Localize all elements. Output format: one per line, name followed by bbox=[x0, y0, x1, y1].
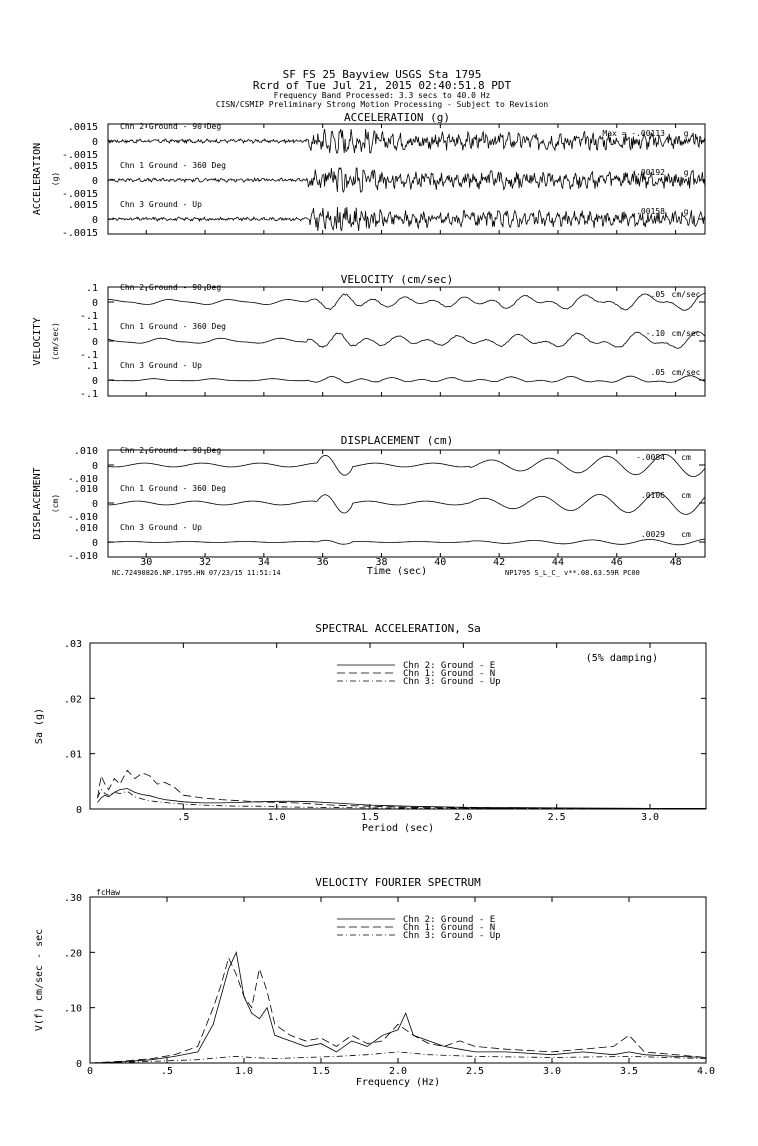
legend-entry: Chn 3: Ground - Up bbox=[403, 931, 501, 941]
y-tick-label: .30 bbox=[63, 893, 82, 904]
trace-zero-tick: 0 bbox=[91, 461, 98, 472]
trace-zero-tick: 0 bbox=[91, 137, 98, 148]
footer-right: NP1795 S_L_C_ v**.08.63.59R PC00 bbox=[505, 569, 640, 577]
time-tick-label: 30 bbox=[140, 557, 153, 568]
time-tick-label: 36 bbox=[316, 557, 329, 568]
x-tick-label: 1.0 bbox=[267, 812, 286, 823]
time-tick-label: 38 bbox=[375, 557, 388, 568]
trace-bottom-tick: -.1 bbox=[79, 311, 98, 322]
x-tick-label: 0 bbox=[86, 1066, 94, 1077]
trace-zero-tick: 0 bbox=[91, 538, 98, 549]
trace-bottom-tick: -.1 bbox=[79, 350, 98, 361]
trace-channel-label: Chn 1 Ground - 360 Deg bbox=[120, 161, 226, 170]
x-tick-label: 2.5 bbox=[547, 812, 566, 823]
trace-row bbox=[62, 122, 705, 161]
damping-note: (5% damping) bbox=[585, 653, 658, 664]
x-tick-label: 3.5 bbox=[619, 1066, 639, 1077]
trace-bottom-tick: -.1 bbox=[79, 389, 98, 400]
trace-row bbox=[62, 200, 705, 239]
trace-top-tick: .010 bbox=[73, 523, 98, 534]
trace-max-value: -.0084 bbox=[636, 453, 665, 462]
trace-top-tick: .0015 bbox=[67, 161, 98, 172]
y-tick-label: .03 bbox=[63, 639, 82, 650]
panel-title: ACCELERATION (g) bbox=[344, 111, 450, 124]
trace-top-tick: .1 bbox=[85, 322, 98, 333]
trace-unit: cm/sec bbox=[671, 290, 701, 299]
processing-note: CISN/CSMIP Preliminary Strong Motion Processing - Subject to Revision bbox=[215, 100, 549, 109]
time-axis bbox=[112, 557, 682, 577]
x-tick-label: 2.0 bbox=[388, 1066, 408, 1077]
x-tick-label: .5 bbox=[160, 1066, 174, 1077]
trace-channel-label: Chn 2 Ground - 90 Deg bbox=[120, 446, 222, 455]
x-tick-label: 2.5 bbox=[465, 1066, 485, 1077]
chart-title: VELOCITY FOURIER SPECTRUM bbox=[315, 876, 481, 889]
y-tick-label: .10 bbox=[63, 1003, 82, 1015]
x-tick-label: 3.0 bbox=[542, 1066, 562, 1077]
record-time: Rcrd of Tue Jul 21, 2015 02:40:51.8 PDT bbox=[252, 79, 512, 92]
waveform-trace bbox=[108, 539, 705, 545]
trace-channel-label: Chn 2 Ground - 90 Deg bbox=[120, 283, 222, 292]
trace-unit: cm bbox=[681, 453, 691, 462]
waveform-trace bbox=[108, 376, 705, 383]
trace-top-tick: .0015 bbox=[67, 122, 98, 133]
time-panel-1 bbox=[32, 111, 705, 239]
legend-entry: Chn 3: Ground - Up bbox=[403, 677, 501, 687]
waveform-trace bbox=[108, 207, 705, 231]
footer-left: NC.72490826.NP.1795.HN 07/23/15 11:51:14 bbox=[112, 569, 281, 577]
series-line-2 bbox=[90, 958, 706, 1063]
trace-row bbox=[68, 446, 705, 485]
time-history-panels bbox=[32, 111, 705, 562]
chart-frame bbox=[90, 643, 706, 809]
time-tick-label: 44 bbox=[551, 557, 564, 568]
panel-side-label: VELOCITY bbox=[32, 317, 43, 366]
x-axis-label: Frequency (Hz) bbox=[355, 1077, 441, 1088]
time-tick-label: 34 bbox=[257, 557, 270, 568]
trace-channel-label: Chn 2 Ground - 90 Deg bbox=[120, 122, 222, 131]
corner-label: fcHaw bbox=[96, 888, 121, 897]
x-tick-label: 1.0 bbox=[234, 1066, 254, 1077]
trace-channel-label: Chn 3 Ground - Up bbox=[120, 200, 202, 209]
panel-side-unit: (cm) bbox=[51, 493, 60, 514]
trace-row bbox=[80, 322, 705, 361]
time-panel-2 bbox=[32, 273, 705, 400]
waveform-trace bbox=[108, 493, 705, 515]
trace-row bbox=[68, 484, 705, 523]
legend-entry: Chn 1: Ground - N bbox=[403, 669, 496, 679]
trace-unit: cm bbox=[681, 491, 691, 500]
trace-max-value: -.10 bbox=[645, 329, 665, 338]
panel-side-label: DISPLACEMENT bbox=[32, 467, 43, 540]
trace-unit: cm bbox=[681, 530, 691, 539]
legend-entry: Chn 2: Ground - E bbox=[403, 661, 496, 671]
x-tick-label: 1.5 bbox=[311, 1066, 331, 1077]
waveform-trace bbox=[108, 454, 705, 476]
y-axis-label: Sa (g) bbox=[34, 707, 45, 745]
trace-unit: g bbox=[683, 207, 689, 216]
trace-bottom-tick: -.0015 bbox=[61, 228, 98, 239]
y-tick-label: 0 bbox=[75, 805, 82, 816]
waveform-trace bbox=[108, 331, 705, 348]
trace-channel-label: Chn 1 Ground - 360 Deg bbox=[120, 322, 226, 331]
y-tick-label: .01 bbox=[63, 749, 82, 761]
y-tick-label: .20 bbox=[63, 948, 82, 960]
spectral-acceleration-chart bbox=[34, 622, 706, 834]
frequency-band: Frequency Band Processed: 3.3 secs to 40.0 Hz bbox=[273, 91, 491, 100]
trace-zero-tick: 0 bbox=[91, 298, 98, 309]
trace-row bbox=[80, 361, 705, 400]
trace-max-value: .0029 bbox=[640, 530, 665, 539]
trace-unit: g bbox=[683, 129, 689, 138]
trace-max-value: -.05 bbox=[645, 290, 665, 299]
legend-entry: Chn 1: Ground - N bbox=[403, 923, 496, 933]
trace-top-tick: .010 bbox=[73, 446, 98, 457]
panel-side-label: ACCELERATION bbox=[32, 142, 43, 216]
trace-bottom-tick: -.010 bbox=[67, 512, 98, 523]
time-tick-label: 40 bbox=[434, 557, 447, 568]
trace-row bbox=[62, 161, 705, 200]
time-tick-label: 32 bbox=[199, 557, 212, 568]
trace-top-tick: .0015 bbox=[67, 200, 98, 211]
trace-max-value: .0106 bbox=[640, 491, 665, 500]
x-tick-label: 1.5 bbox=[360, 812, 380, 823]
panel-frame bbox=[108, 450, 705, 557]
x-tick-label: 3.0 bbox=[640, 812, 660, 823]
panel-title: DISPLACEMENT (cm) bbox=[340, 434, 454, 447]
x-tick-label: 2.0 bbox=[454, 812, 473, 823]
legend-entry: Chn 2: Ground - E bbox=[403, 915, 496, 925]
trace-top-tick: .010 bbox=[73, 484, 98, 495]
trace-channel-label: Chn 3 Ground - Up bbox=[120, 523, 202, 532]
trace-max-value: .00158 bbox=[636, 207, 665, 216]
time-tick-label: 48 bbox=[669, 557, 682, 568]
series-line-3 bbox=[98, 790, 707, 809]
chart-frame bbox=[90, 897, 706, 1063]
trace-unit: cm/sec bbox=[671, 368, 701, 377]
y-tick-label: .02 bbox=[63, 694, 82, 706]
trace-zero-tick: 0 bbox=[91, 376, 98, 387]
panel-title: VELOCITY (cm/sec) bbox=[340, 273, 454, 286]
trace-bottom-tick: -.0015 bbox=[61, 189, 98, 200]
trace-bottom-tick: -.0015 bbox=[61, 150, 98, 161]
x-axis-label: Period (sec) bbox=[361, 823, 435, 834]
trace-row bbox=[80, 283, 705, 322]
time-tick-label: 46 bbox=[610, 557, 623, 568]
station-title: SF FS 25 Bayview USGS Sta 1795 bbox=[282, 68, 482, 81]
trace-zero-tick: 0 bbox=[91, 176, 98, 187]
trace-unit: g bbox=[683, 168, 689, 177]
trace-max-value: Max = -.00113 bbox=[602, 129, 665, 138]
trace-bottom-tick: -.010 bbox=[67, 474, 98, 485]
trace-unit: cm/sec bbox=[671, 329, 701, 338]
x-tick-label: .5 bbox=[177, 812, 190, 823]
trace-channel-label: Chn 1 Ground - 360 Deg bbox=[120, 484, 226, 493]
fourier-spectrum-chart bbox=[34, 876, 715, 1088]
trace-bottom-tick: -.010 bbox=[67, 551, 98, 562]
waveform-trace bbox=[108, 293, 705, 310]
trace-zero-tick: 0 bbox=[91, 337, 98, 348]
trace-top-tick: .1 bbox=[85, 283, 98, 294]
chart-title: SPECTRAL ACCELERATION, Sa bbox=[315, 622, 481, 635]
y-axis-label: V(f) cm/sec - sec bbox=[34, 928, 45, 1032]
panel-side-unit: (cm/sec) bbox=[51, 322, 60, 361]
panel-side-unit: (g) bbox=[51, 171, 60, 187]
trace-max-value: .05 bbox=[650, 368, 665, 377]
trace-zero-tick: 0 bbox=[91, 499, 98, 510]
y-tick-label: 0 bbox=[75, 1059, 82, 1070]
time-tick-label: 42 bbox=[493, 557, 506, 568]
series-line-1 bbox=[98, 789, 707, 809]
report-header bbox=[216, 68, 549, 109]
time-panel-3 bbox=[32, 434, 705, 562]
trace-max-value: .00192 bbox=[636, 168, 665, 177]
trace-zero-tick: 0 bbox=[91, 215, 98, 226]
x-tick-label: 4.0 bbox=[696, 1066, 716, 1077]
time-axis-label: Time (sec) bbox=[366, 566, 428, 577]
trace-top-tick: .1 bbox=[85, 361, 98, 372]
waveform-trace bbox=[108, 168, 705, 192]
trace-channel-label: Chn 3 Ground - Up bbox=[120, 361, 202, 370]
series-line-2 bbox=[98, 770, 707, 808]
